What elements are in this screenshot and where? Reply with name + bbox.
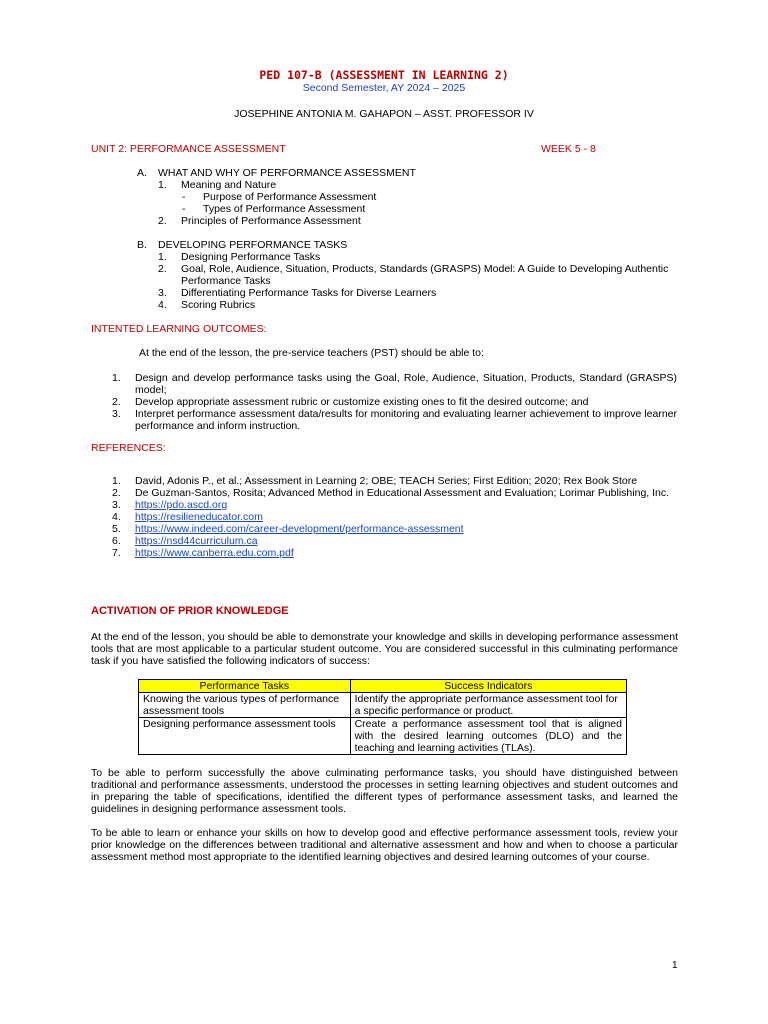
item-number: 4. [158,299,167,311]
reference-link-item [112,535,677,547]
course-title: PED 107-B (ASSESSMENT IN LEARNING 2) [259,68,509,82]
outline-a-title: WHAT AND WHY OF PERFORMANCE ASSESSMENT [158,167,416,179]
reference-link[interactable]: https://www.indeed.com/career-development/performance-assessment [135,523,464,535]
item-number: 6. [112,535,121,547]
references-heading: REFERENCES: [91,442,166,454]
item-number: 1. [112,372,121,384]
outline-a1: Meaning and Nature [181,179,277,191]
item-text: De Guzman-Santos, Rosita; Advanced Method in Educational Assessment and Evaluation; Lorimar Publishing, Inc. [135,487,670,499]
item-text: Goal, Role, Audience, Situation, Products, Standards (GRASPS) Model: A Guide to Developing Authentic Performance Tasks [181,263,669,287]
activation-heading: ACTIVATION OF PRIOR KNOWLEDGE [91,605,289,617]
item-number: 3. [158,287,167,299]
page-number: 1 [672,960,678,971]
reference-link[interactable]: https://pdo.ascd.org [135,499,228,511]
item-number: 7. [112,547,121,559]
column-header-tasks: Performance Tasks [139,680,351,693]
column-header-indicators: Success Indicators [350,680,626,693]
reference-link-item [112,523,677,535]
item-number: 1. [158,251,167,263]
activation-para2: To be able to perform successfully the above culminating performance tasks, you should have distinguished between traditional and performance assessments, understood the processes in setting learning objectives and student outcomes and in preparing the table of specifications, identified the different types of performance assessment tasks, and learned the guidelines in designing performance assessment tools. [91,767,678,815]
outline-b-item [158,287,728,299]
item-number: 5. [112,523,121,535]
table-row [139,718,627,755]
semester: Second Semester, AY 2024 – 2025 [302,82,466,94]
item-text: Designing Performance Tasks [181,251,321,263]
item-number: 4. [112,511,121,523]
item-text: Differentiating Performance Tasks for Diverse Learners [181,287,437,299]
outline-b-list [158,251,728,311]
item-text: Scoring Rubrics [181,299,256,311]
task-cell: Knowing the various types of performance assessment tools [139,693,351,718]
reference-link[interactable]: https://resilieneducator.com [135,511,263,523]
table-header-row [139,680,627,693]
reference-link[interactable]: https://www.canberra.edu.com.pdf [135,547,294,559]
indicators-table [138,679,627,755]
outline-b-title: DEVELOPING PERFORMANCE TASKS [158,239,348,251]
ilo-item [112,372,677,396]
ilo-item [112,408,677,432]
outline-b-item [158,251,728,263]
item-number: 2. [112,396,121,408]
outline-b-item [158,299,728,311]
references-list [112,475,677,559]
activation-para3: To be able to learn or enhance your skills on how to develop good and effective performance assessment tools, review your prior knowledge on the differences between traditional and alternative assessment and how and when to choose a particular assessment method most appropriate to the identified learning objectives and desired learning outcomes of your course. [91,827,678,863]
ilo-list [112,372,677,432]
item-number: 1. [112,475,121,487]
reference-link-item [112,547,677,559]
outline-a1-sub1: Purpose of Performance Assessment [203,191,377,203]
unit-label: UNIT 2: PERFORMANCE ASSESSMENT [91,143,286,155]
instructor: JOSEPHINE ANTONIA M. GAHAPON – ASST. PROFESSOR IV [234,108,534,120]
outline-a1-bullet: - [182,203,186,215]
indicator-cell: Create a performance assessment tool that is aligned with the desired learning outcomes (DLO) and the teaching and learning activities (TLAs). [350,718,626,755]
outline-b-letter: B. [137,239,147,251]
outline-a2: Principles of Performance Assessment [181,215,361,227]
item-text: Interpret performance assessment data/results for monitoring and evaluating learner achievement to improve learner performance and inform instruction. [135,408,677,432]
outline-b-item [158,263,728,287]
reference-item [112,475,677,487]
reference-item [112,487,677,499]
item-text: David, Adonis P., et al.; Assessment in Learning 2; OBE; TEACH Series; First Edition; 2020; Rex Book Store [135,475,638,487]
item-number: 3. [112,499,121,511]
outline-a1-sub2: Types of Performance Assessment [203,203,366,215]
task-cell: Designing performance assessment tools [139,718,351,755]
item-number: 3. [112,408,121,420]
item-text: Develop appropriate assessment rubric or customize existing ones to fit the desired outcome; and [135,396,589,408]
reference-link-item [112,511,677,523]
table-row [139,693,627,718]
outline-a1-bullet: - [182,191,186,203]
unit-week: WEEK 5 - 8 [541,143,596,155]
indicator-cell: Identify the appropriate performance assessment tool for a specific performance or product. [350,693,626,718]
item-text: Design and develop performance tasks using the Goal, Role, Audience, Situation, Products, Standard (GRASPS) model; [135,372,677,396]
item-number: 2. [112,487,121,499]
item-number: 2. [158,263,167,275]
reference-link[interactable]: https://nsd44curriculum.ca [135,535,258,547]
ilo-intro: At the end of the lesson, the pre-service teachers (PST) should be able to: [139,347,484,359]
outline-a-letter: A. [137,167,147,179]
outline-a1-num: 1. [158,179,167,191]
ilo-item [112,396,677,408]
outline-a2-num: 2. [158,215,167,227]
ilo-heading: INTENTED LEARNING OUTCOMES: [91,323,267,335]
activation-para1: At the end of the lesson, you should be able to demonstrate your knowledge and skills in developing performance assessment tools that are most applicable to a particular student outcome. You are considered successful in this culminating performance task if you have satisfied the following indicators of success: [91,631,678,667]
reference-link-item [112,499,677,511]
